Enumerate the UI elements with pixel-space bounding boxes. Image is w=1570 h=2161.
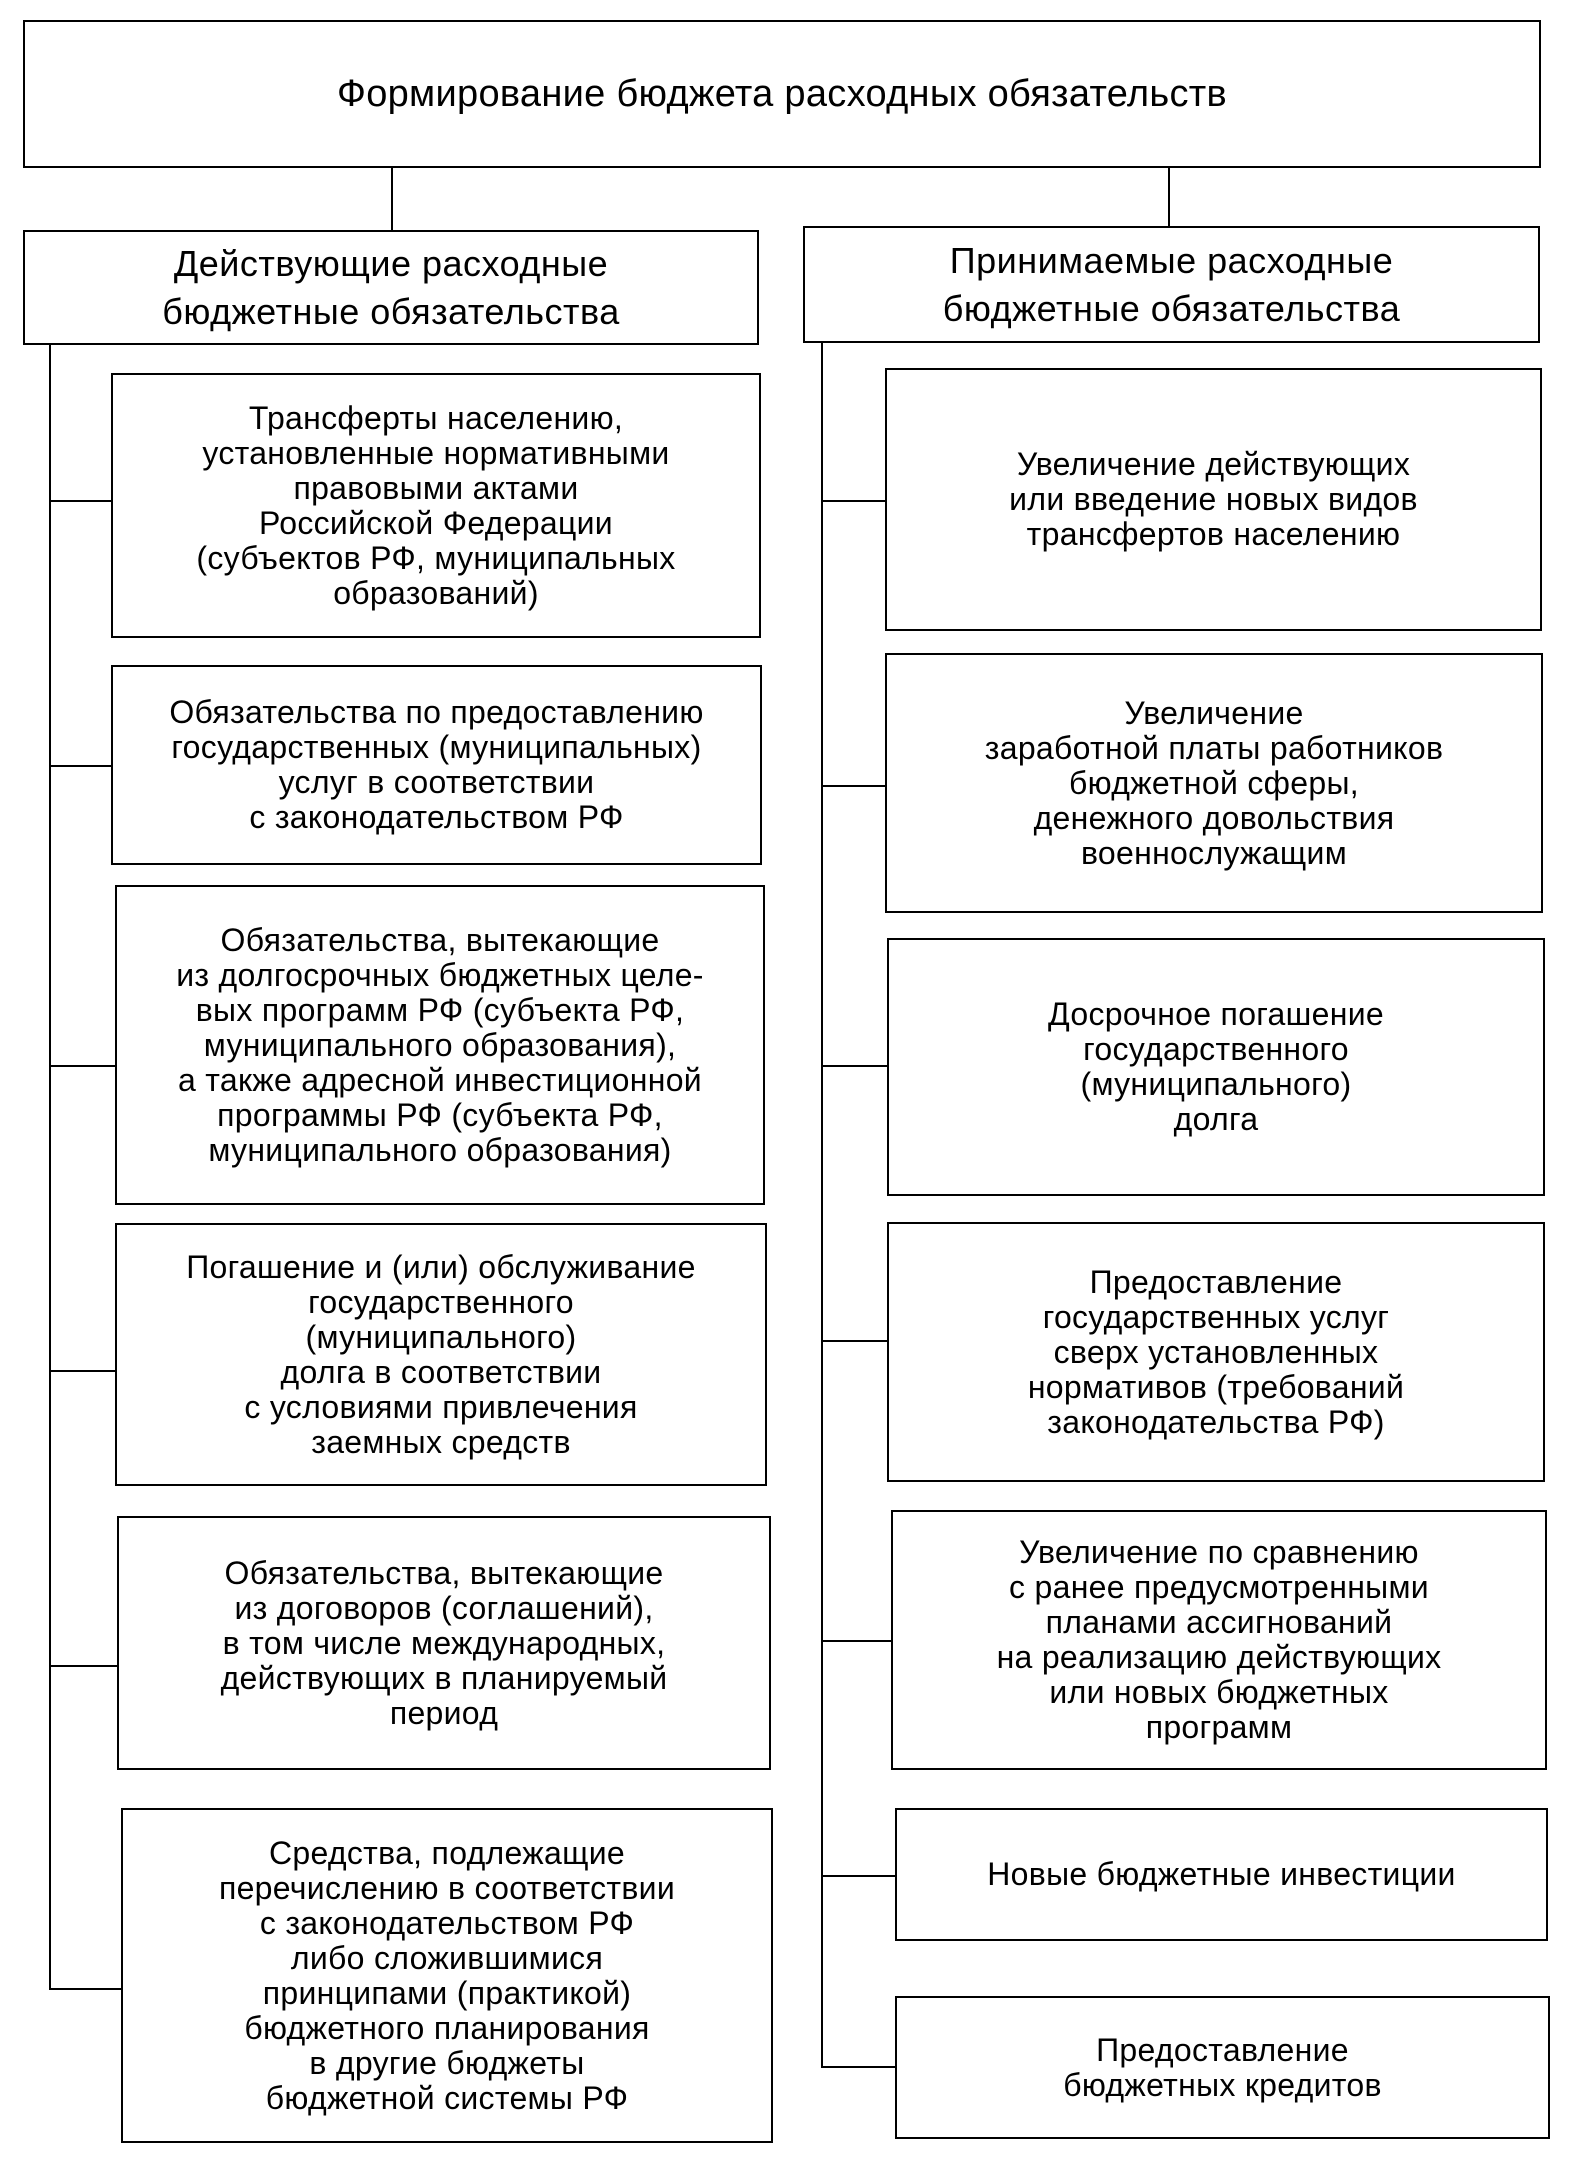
diagram-title: Формирование бюджета расходных обязательств (23, 20, 1541, 168)
right-item-new-investments: Новые бюджетные инвестиции (895, 1808, 1548, 1941)
right-branch-6 (821, 1875, 895, 1877)
right-branch-5 (821, 1640, 891, 1642)
right-item-extra-services: Предоставление государственных услуг сверх установленных нормативов (требований законодательства РФ) (887, 1222, 1545, 1482)
left-item-transfers-other-budgets: Средства, подлежащие перечислению в соответствии с законодательством РФ либо сложившимися принципами (практикой) бюджетного планирования в другие бюджеты бюджетной системы РФ (121, 1808, 773, 2143)
left-branch-4 (49, 1370, 115, 1372)
left-spine (49, 345, 51, 1988)
right-branch-7 (821, 2066, 895, 2068)
right-item-appropriations-increase: Увеличение по сравнению с ранее предусмотренными планами ассигнований на реализацию действующих или новых бюджетных программ (891, 1510, 1547, 1770)
left-item-agreements: Обязательства, вытекающие из договоров (соглашений), в том числе международных, действующих в планируемый период (117, 1516, 771, 1770)
right-branch-2 (821, 785, 885, 787)
left-item-debt-service: Погашение и (или) обслуживание государственного (муниципального) долга в соответствии с условиями привлечения заемных средств (115, 1223, 767, 1486)
left-branch-3 (49, 1065, 115, 1067)
right-item-budget-loans: Предоставление бюджетных кредитов (895, 1996, 1550, 2139)
right-header: Принимаемые расходные бюджетные обязательства (803, 226, 1540, 343)
left-header: Действующие расходные бюджетные обязательства (23, 230, 759, 345)
right-branch-1 (821, 500, 885, 502)
left-item-services: Обязательства по предоставлению государственных (муниципальных) услуг в соответствии с законодательством РФ (111, 665, 762, 865)
right-spine (821, 343, 823, 2066)
right-item-early-debt-repayment: Досрочное погашение государственного (муниципального) долга (887, 938, 1545, 1196)
right-item-salary-increase: Увеличение заработной платы работников бюджетной сферы, денежного довольствия военнослужащим (885, 653, 1543, 913)
right-branch-3 (821, 1065, 887, 1067)
left-item-target-programs: Обязательства, вытекающие из долгосрочных бюджетных целе- вых программ РФ (субъекта РФ, муниципального образования), а также адресной инвестиционной программы РФ (субъекта РФ, муниципального образования) (115, 885, 765, 1205)
connector-title-left (391, 168, 393, 230)
connector-title-right (1168, 164, 1170, 226)
left-branch-2 (49, 765, 111, 767)
left-branch-5 (49, 1665, 117, 1667)
left-branch-6 (49, 1988, 121, 1990)
right-item-transfers-increase: Увеличение действующих или введение новых видов трансфертов населению (885, 368, 1542, 631)
left-item-transfers: Трансферты населению, установленные нормативными правовыми актами Российской Федерации (субъектов РФ, муниципальных образований) (111, 373, 761, 638)
left-branch-1 (49, 500, 111, 502)
right-branch-4 (821, 1340, 887, 1342)
